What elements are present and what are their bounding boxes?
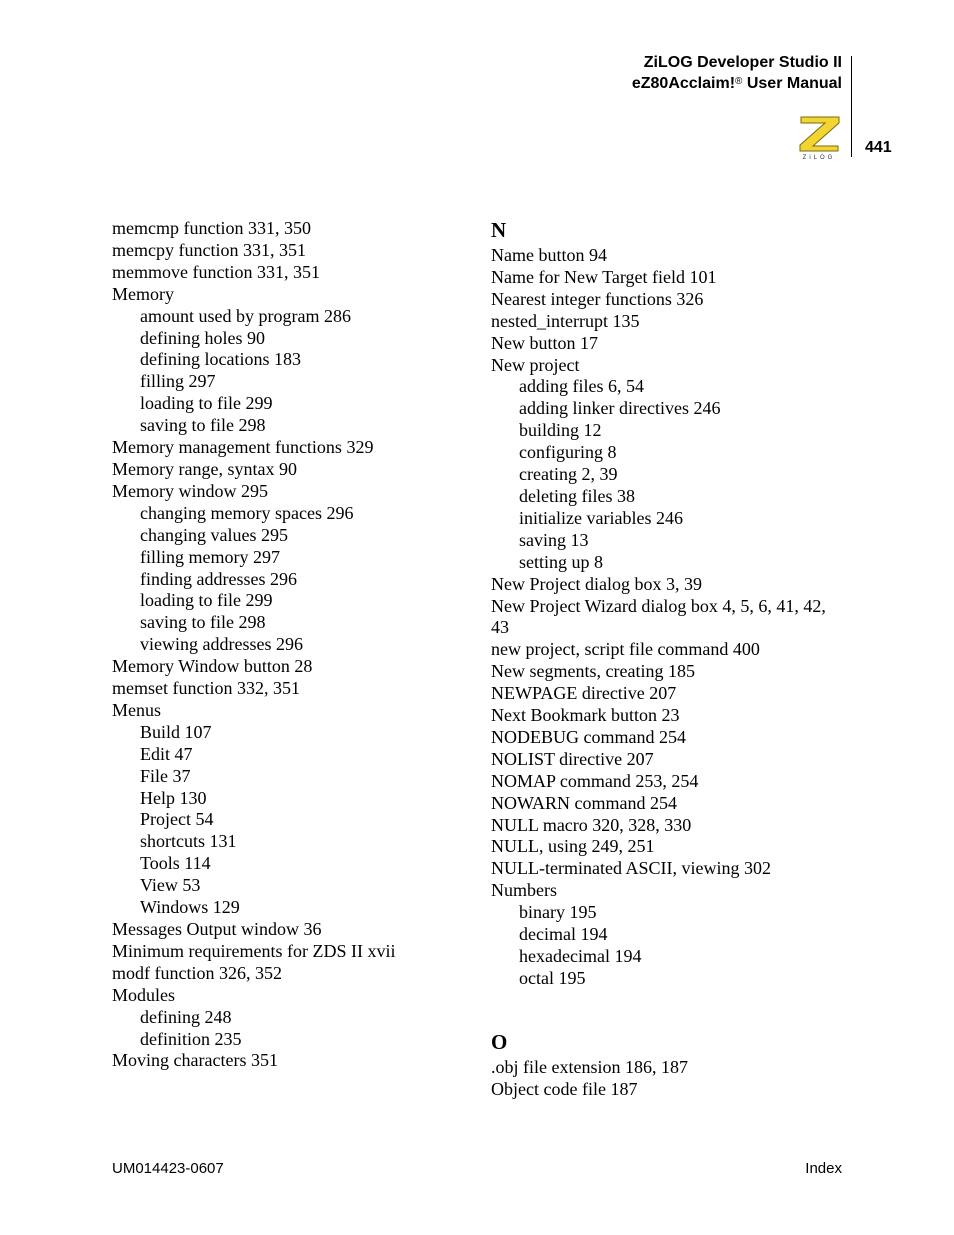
page-number: 441	[865, 139, 892, 156]
index-subentry: saving to file 298	[140, 415, 266, 436]
index-entry: NOLIST directive 207	[491, 748, 654, 769]
logo-wordmark: ZiLOG	[802, 155, 836, 161]
index-subentry: adding linker directives 246	[519, 398, 721, 419]
footer-section: Index	[805, 1160, 842, 1177]
index-entry: NULL macro 320, 328, 330	[491, 814, 692, 835]
index-entry: Moving characters 351	[112, 1050, 278, 1071]
index-entry: Nearest integer functions 326	[491, 288, 704, 309]
index-subentry: changing values 295	[140, 524, 288, 545]
index-subentry: building 12	[519, 420, 602, 441]
index-subentry: octal 195	[519, 967, 586, 988]
index-subentry: initialize variables 246	[519, 507, 683, 528]
index-entry: Next Bookmark button 23	[491, 705, 680, 726]
index-entry: NOWARN command 254	[491, 792, 677, 813]
index-entry: Name for New Target field 101	[491, 266, 717, 287]
index-entry: New Project Wizard dialog box 4, 5, 6, 41, 42, 43	[491, 595, 826, 638]
index-subentry: filling memory 297	[140, 546, 280, 567]
index-entry: Memory Window button 28	[112, 656, 313, 677]
index-subentry: loading to file 299	[140, 393, 273, 414]
index-entry: New project	[491, 354, 580, 375]
index-entry: New button 17	[491, 332, 598, 353]
index-entry: Messages Output window 36	[112, 919, 322, 939]
index-subentry: setting up 8	[519, 551, 603, 572]
index-subentry: changing memory spaces 296	[140, 502, 354, 523]
index-subentry: View 53	[140, 875, 201, 896]
index-entry: Memory window 295	[112, 480, 268, 501]
zilog-logo	[795, 113, 843, 161]
index-subentry: defining locations 183	[140, 349, 301, 370]
index-subentry: Build 107	[140, 721, 212, 742]
index-subentry: File 37	[140, 765, 191, 786]
index-column-left	[112, 218, 472, 1072]
index-subentry: saving to file 298	[140, 612, 266, 633]
index-subentry: Project 54	[140, 809, 214, 830]
index-entry: Modules	[112, 984, 175, 1005]
registered-mark: ®	[735, 76, 743, 87]
index-subentry: viewing addresses 296	[140, 634, 303, 655]
index-entry: NOMAP command 253, 254	[491, 770, 699, 791]
index-entry: Menus	[112, 699, 161, 720]
index-subentry: Edit 47	[140, 743, 193, 764]
index-entry: Numbers	[491, 880, 557, 901]
index-subentry: defining holes 90	[140, 327, 265, 348]
index-entry: NODEBUG command 254	[491, 726, 686, 747]
index-subentry: creating 2, 39	[519, 464, 618, 485]
index-entry: NULL, using 249, 251	[491, 836, 655, 857]
index-subentry: amount used by program 286	[140, 305, 351, 326]
index-subentry: configuring 8	[519, 442, 617, 463]
index-entry: Minimum requirements for ZDS II xvii	[112, 940, 396, 961]
index-entry: memset function 332, 351	[112, 678, 300, 699]
index-entry: nested_interrupt 135	[491, 310, 640, 331]
header-subtitle	[632, 73, 842, 94]
index-column-right	[491, 218, 846, 1101]
index-entry: memcmp function 331, 350	[112, 218, 311, 238]
header-product: eZ80Acclaim!	[631, 75, 736, 92]
running-header	[632, 52, 842, 94]
index-subentry: Windows 129	[140, 897, 240, 918]
index-entry: NULL-terminated ASCII, viewing 302	[491, 858, 771, 879]
index-subentry: defining 248	[140, 1006, 232, 1027]
index-subentry: loading to file 299	[140, 590, 273, 611]
index-entry: Object code file 187	[491, 1078, 638, 1099]
index-entry: memmove function 331, 351	[112, 261, 320, 282]
index-subentry: finding addresses 296	[140, 568, 297, 589]
index-entry: NEWPAGE directive 207	[491, 683, 677, 704]
footer-doc-id: UM014423-0607	[112, 1160, 224, 1177]
index-subentry: shortcuts 131	[140, 831, 237, 852]
index-entry: Name button 94	[491, 245, 607, 265]
index-entry: .obj file extension 186, 187	[491, 1056, 688, 1077]
index-entry: New Project dialog box 3, 39	[491, 573, 702, 594]
index-subentry: saving 13	[519, 529, 589, 550]
index-subentry: decimal 194	[519, 924, 608, 945]
header-divider	[851, 56, 852, 157]
header-title: ZiLOG Developer Studio II	[643, 54, 842, 71]
index-subentry: filling 297	[140, 371, 216, 392]
section-letter: O	[491, 1029, 508, 1054]
index-entry: Memory	[112, 283, 174, 304]
index-subentry: binary 195	[519, 902, 597, 923]
index-entry: modf function 326, 352	[112, 962, 282, 983]
index-entry: Memory range, syntax 90	[112, 458, 297, 479]
index-subentry: hexadecimal 194	[519, 946, 642, 966]
header-manual: User Manual	[742, 75, 842, 92]
index-entry: new project, script file command 400	[491, 639, 760, 660]
index-subentry: adding files 6, 54	[519, 376, 644, 397]
section-letter: N	[491, 218, 507, 242]
index-subentry: Help 130	[140, 787, 207, 808]
index-subentry: deleting files 38	[519, 485, 635, 506]
index-entry: memcpy function 331, 351	[112, 239, 306, 260]
index-entry: Memory management functions 329	[112, 437, 374, 458]
index-entry: New segments, creating 185	[491, 661, 695, 682]
index-subentry: definition 235	[140, 1028, 242, 1049]
index-subentry: Tools 114	[140, 853, 211, 874]
